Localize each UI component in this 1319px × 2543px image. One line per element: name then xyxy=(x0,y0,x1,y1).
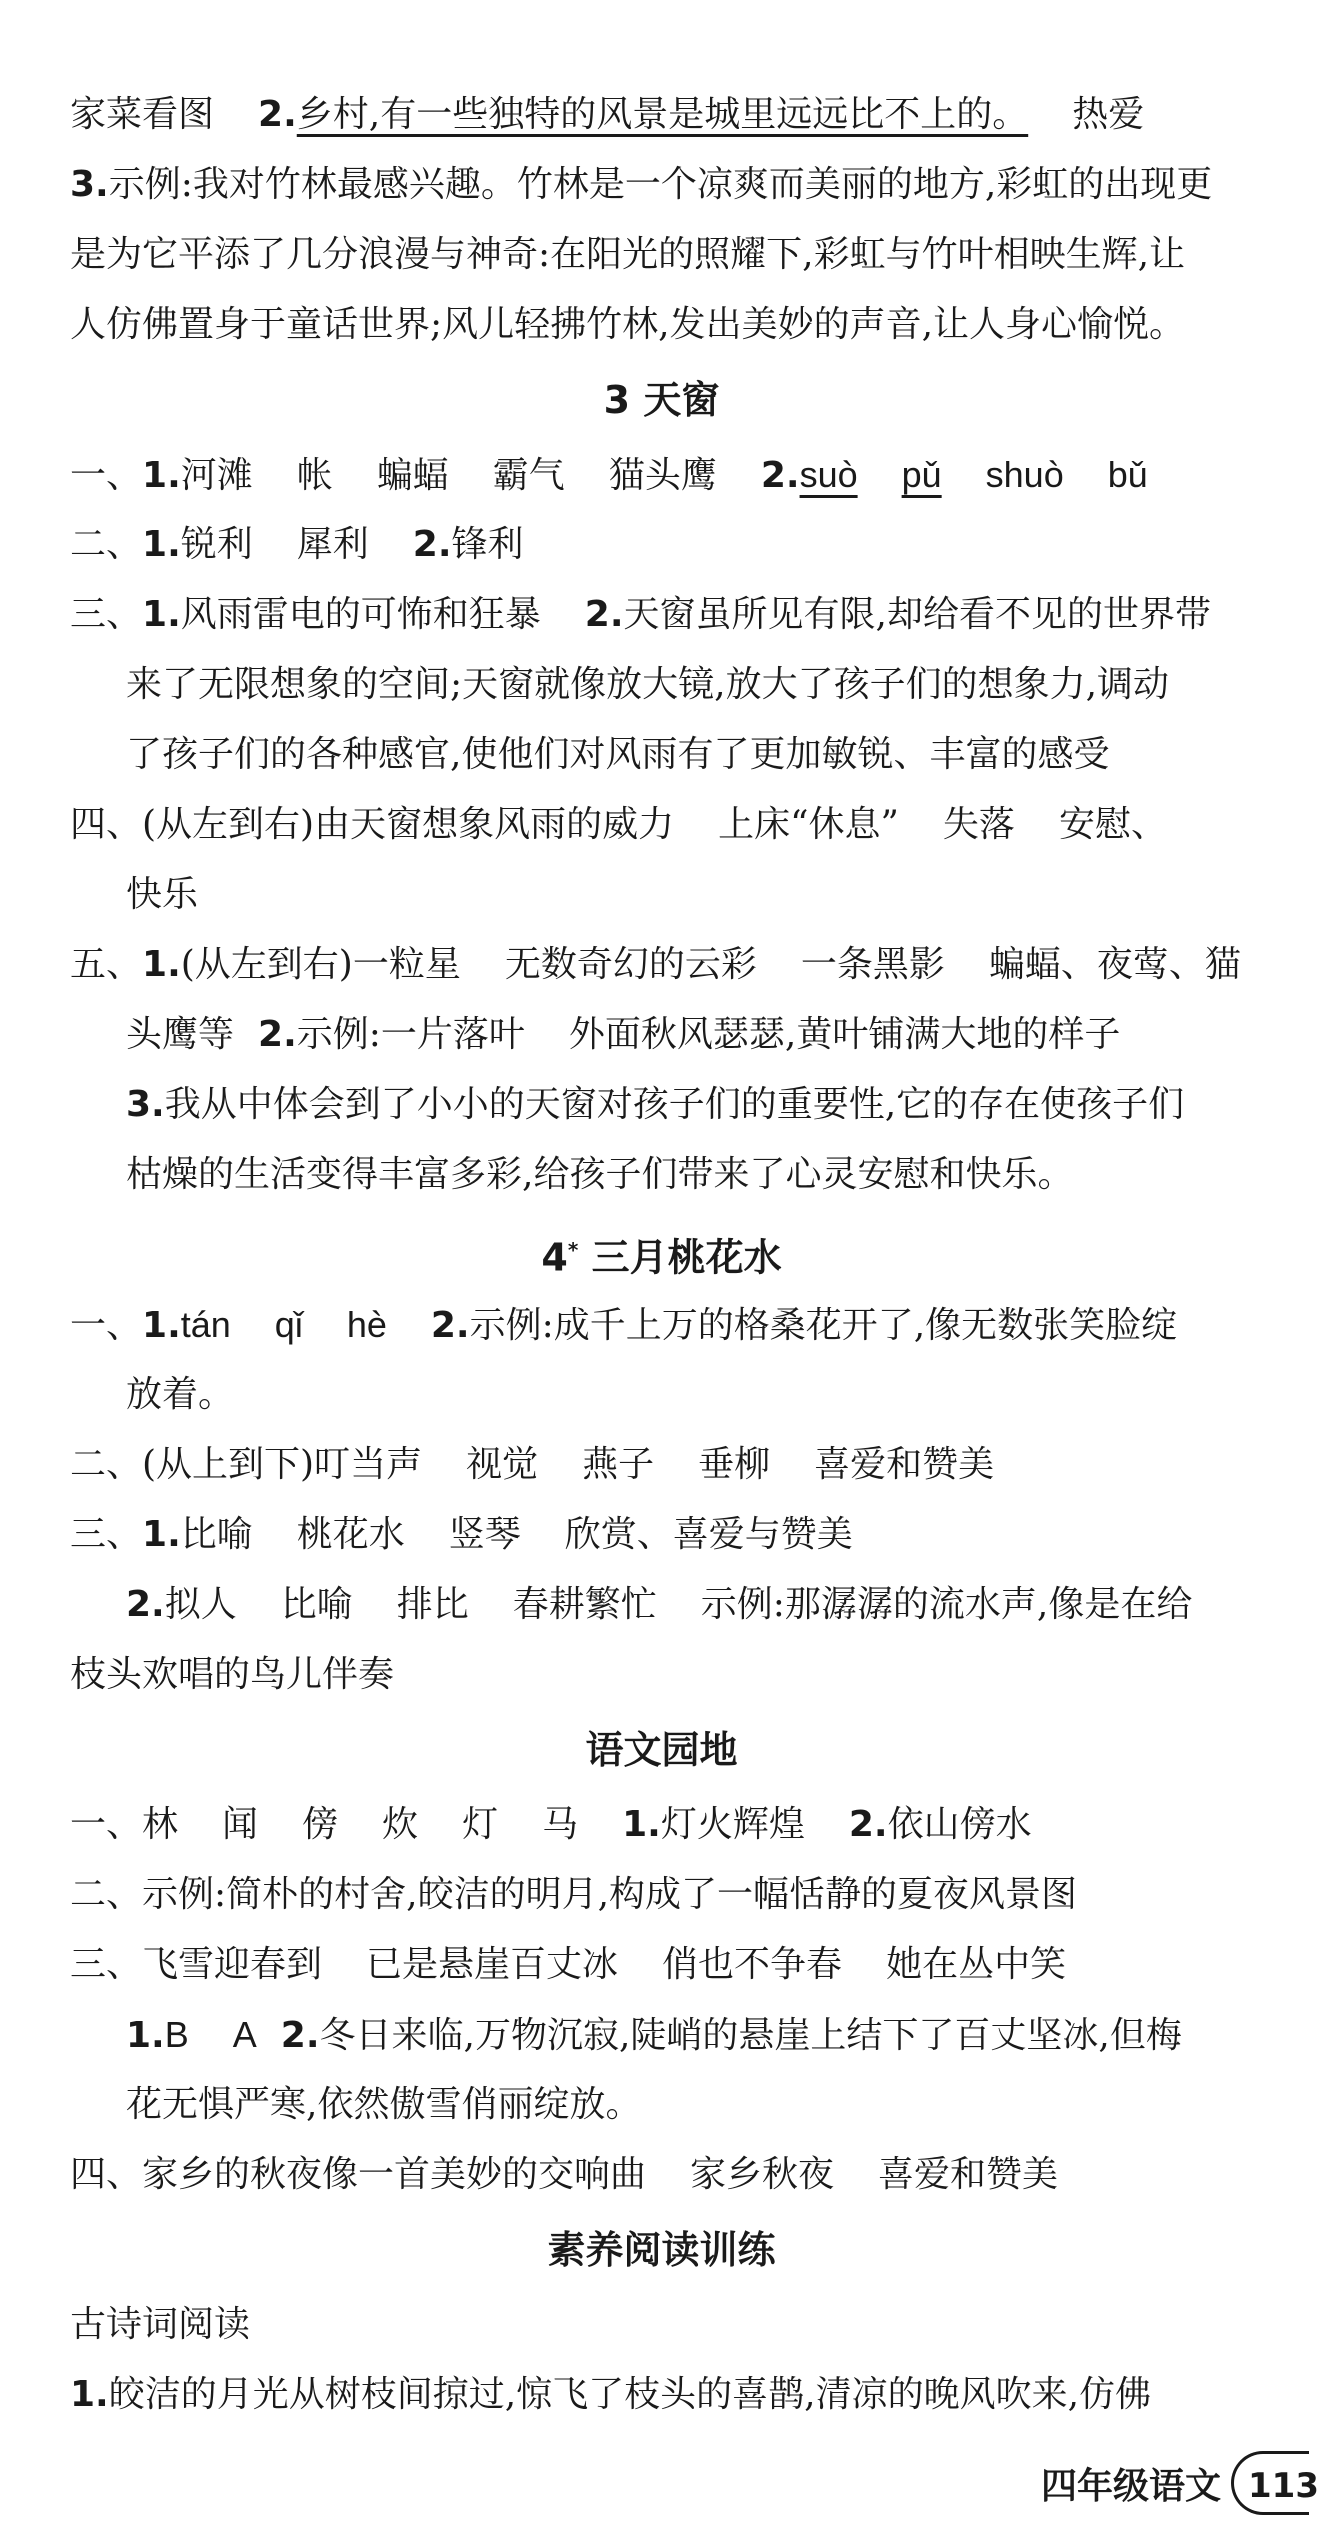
intro-line-2 xyxy=(70,150,1253,220)
question-prefix: 一、 xyxy=(70,1305,143,1346)
text: (从左到右)一粒星 xyxy=(180,944,461,985)
intro-line-3 xyxy=(70,220,1253,290)
question-prefix: 二、 xyxy=(70,524,143,565)
item-number: 2. xyxy=(584,594,624,635)
item-number: 3. xyxy=(70,164,109,205)
garden-q3-line-3: 花无惧严寒,依然傲雪俏丽绽放。 xyxy=(126,2084,642,2125)
item-number: 3. xyxy=(126,1084,165,1125)
text: 失落 xyxy=(942,804,1015,845)
item-number: 2. xyxy=(412,524,452,565)
word: 竖琴 xyxy=(448,1514,521,1555)
item-number: 2. xyxy=(280,2015,320,2056)
text: 上床“休息” xyxy=(718,804,899,845)
underlined-answer: 乡村,有一些独特的风景是城里远远比不上的。 xyxy=(296,94,1029,135)
pinyin: tán xyxy=(180,1304,231,1345)
s3-q3-line-3: 了孩子们的各种感官,使他们对风雨有了更加敏锐、丰富的感受 xyxy=(126,734,1110,775)
char: 灯 xyxy=(462,1804,499,1845)
text: 示例:一片落叶 xyxy=(296,1014,525,1055)
word: 蝙蝠 xyxy=(376,455,449,496)
text: 无数奇幻的云彩 xyxy=(504,944,757,985)
item-number: 1. xyxy=(142,1305,181,1346)
item-number: 2. xyxy=(258,94,297,135)
text: 风雨雷电的可怖和狂暴 xyxy=(180,594,541,635)
garden-q3 xyxy=(70,1930,1253,2000)
s4-q3-line-2 xyxy=(70,1570,1253,1640)
word: 比喻 xyxy=(180,1514,253,1555)
footer-grade-label: 四年级语文 xyxy=(1040,2465,1221,2507)
section-number: 4 xyxy=(541,1235,568,1280)
word: 帐 xyxy=(296,455,333,496)
word: 喜爱和赞美 xyxy=(814,1444,995,1485)
pinyin: bǔ xyxy=(1107,454,1148,495)
word: 欣赏、喜爱与赞美 xyxy=(564,1514,853,1555)
page-footer xyxy=(1040,2451,1319,2515)
text: 我从中体会到了小小的天窗对孩子们的重要性,它的存在使孩子们 xyxy=(164,1084,1185,1125)
item-number: 2. xyxy=(126,1584,165,1625)
text: 蝙蝠、夜莺、猫 xyxy=(988,944,1241,985)
item-number: 1. xyxy=(70,2374,109,2415)
text: (从左到右)由天窗想象风雨的威力 xyxy=(142,804,675,845)
text: 冬日来临,万物沉寂,陡峭的悬崖上结下了百丈坚冰,但梅 xyxy=(319,2015,1182,2056)
text: 人仿佛置身于童话世界;风儿轻拂竹林,发出美妙的声音,让人身心愉悦。 xyxy=(70,304,1186,345)
char: 林 xyxy=(142,1804,179,1845)
word: 霸气 xyxy=(492,455,565,496)
s3-q5-line-3 xyxy=(70,1070,1253,1140)
pinyin: shuò xyxy=(985,454,1064,495)
section-title-peach-water xyxy=(70,1210,1253,1290)
reading-subtitle: 古诗词阅读 xyxy=(70,2304,251,2345)
s3-q2 xyxy=(70,510,1253,580)
question-prefix: 二、 xyxy=(70,1444,143,1485)
choice-answer: B xyxy=(164,2014,189,2055)
question-prefix: 一、 xyxy=(70,455,143,496)
text: 飞雪迎春到 xyxy=(142,1944,323,1985)
s3-q3-line-2: 来了无限想象的空间;天窗就像放大镜,放大了孩子们的想象力,调动 xyxy=(126,664,1170,705)
word: 排比 xyxy=(396,1584,469,1625)
s3-q5 xyxy=(70,930,1253,1000)
text: 喜爱和赞美 xyxy=(878,2154,1059,2195)
text: (从上到下)叮当声 xyxy=(142,1444,423,1485)
char: 马 xyxy=(542,1804,579,1845)
section-title-garden: 语文园地 xyxy=(585,1728,738,1772)
item-number: 1. xyxy=(142,594,181,635)
text: 天窗虽所见有限,却给看不见的世界带 xyxy=(623,594,1211,635)
intro-line-4 xyxy=(70,290,1253,360)
s3-q4 xyxy=(70,790,1253,860)
text: 头鹰等 xyxy=(126,1014,235,1055)
garden-q4 xyxy=(70,2140,1253,2210)
s4-q1-line-2: 放着。 xyxy=(126,1374,235,1415)
question-prefix: 一、 xyxy=(70,1804,143,1845)
char: 闻 xyxy=(222,1804,259,1845)
word: 视觉 xyxy=(466,1444,539,1485)
question-prefix: 四、 xyxy=(70,804,143,845)
word: 猫头鹰 xyxy=(608,455,717,496)
s4-q3-line-3: 枝头欢唱的鸟儿伴奏 xyxy=(70,1654,395,1695)
text: 热爱 xyxy=(1072,94,1145,135)
choice-answer: A xyxy=(232,2014,257,2055)
question-prefix: 五、 xyxy=(70,944,143,985)
text: 家乡的秋夜像一首美妙的交响曲 xyxy=(142,2154,647,2195)
s3-q5-line-4: 枯燥的生活变得丰富多彩,给孩子们带来了心灵安慰和快乐。 xyxy=(126,1154,1074,1195)
question-prefix: 二、 xyxy=(70,1874,143,1915)
star-mark: * xyxy=(567,1238,579,1262)
page-number: 113 xyxy=(1231,2451,1309,2515)
item-number: 1. xyxy=(622,1804,661,1845)
text: 家菜看图 xyxy=(70,94,215,135)
text: 依山傍水 xyxy=(887,1804,1032,1845)
pinyin: suò xyxy=(799,454,858,495)
text: 示例:我对竹林最感兴趣。竹林是一个凉爽而美丽的地方,彩虹的出现更 xyxy=(108,164,1213,205)
s3-q4-line-2: 快乐 xyxy=(126,874,199,915)
item-number: 1. xyxy=(142,944,181,985)
garden-q1 xyxy=(70,1790,1253,1860)
word: 比喻 xyxy=(280,1584,353,1625)
question-prefix: 三、 xyxy=(70,594,143,635)
word: 燕子 xyxy=(582,1444,655,1485)
text: 家乡秋夜 xyxy=(690,2154,835,2195)
section-title-tianchuang: 3 天窗 xyxy=(603,378,720,422)
question-prefix: 三、 xyxy=(70,1514,143,1555)
pinyin: hè xyxy=(346,1304,387,1345)
word: 河滩 xyxy=(180,455,253,496)
item-number: 1. xyxy=(142,524,181,565)
text: 灯火辉煌 xyxy=(660,1804,805,1845)
question-prefix: 三、 xyxy=(70,1944,143,1985)
question-prefix: 四、 xyxy=(70,2154,143,2195)
item-number: 2. xyxy=(760,455,800,496)
garden-q2 xyxy=(70,1860,1253,1930)
word: 锐利 xyxy=(180,524,253,565)
text: 俏也不争春 xyxy=(662,1944,843,1985)
s3-q1 xyxy=(70,440,1253,510)
item-number: 2. xyxy=(848,1804,888,1845)
s4-q2 xyxy=(70,1430,1253,1500)
text: 示例:成千上万的格桑花开了,像无数张笑脸绽 xyxy=(469,1305,1178,1346)
word: 垂柳 xyxy=(698,1444,771,1485)
text: 示例:那潺潺的流水声,像是在给 xyxy=(700,1584,1193,1625)
word: 桃花水 xyxy=(296,1514,405,1555)
item-number: 1. xyxy=(142,1514,181,1555)
word: 拟人 xyxy=(164,1584,237,1625)
item-number: 1. xyxy=(142,455,181,496)
garden-q3-line-2 xyxy=(70,2000,1253,2070)
word: 春耕繁忙 xyxy=(512,1584,657,1625)
text: 一条黑影 xyxy=(800,944,945,985)
s4-q3 xyxy=(70,1500,1253,1570)
s4-q1 xyxy=(70,1290,1253,1360)
reading-q1 xyxy=(70,2360,1253,2430)
word: 锋利 xyxy=(451,524,524,565)
text: 已是悬崖百丈冰 xyxy=(366,1944,619,1985)
word: 犀利 xyxy=(296,524,369,565)
text: 示例:简朴的村舍,皎洁的明月,构成了一幅恬静的夏夜风景图 xyxy=(142,1874,1078,1915)
section-title-reading: 素养阅读训练 xyxy=(547,2228,776,2272)
item-number: 2. xyxy=(430,1305,470,1346)
text: 皎洁的月光从树枝间掠过,惊飞了枝头的喜鹊,清凉的晚风吹来,仿佛 xyxy=(108,2374,1152,2415)
text: 安慰、 xyxy=(1058,804,1167,845)
s3-q5-line-2 xyxy=(70,1000,1253,1070)
item-number: 1. xyxy=(126,2015,165,2056)
section-title-text: 三月桃花水 xyxy=(591,1235,782,1280)
text: 外面秋风瑟瑟,黄叶铺满大地的样子 xyxy=(568,1014,1121,1055)
pinyin: pǔ xyxy=(901,454,942,495)
char: 傍 xyxy=(302,1804,339,1845)
item-number: 2. xyxy=(258,1014,297,1055)
pinyin: qǐ xyxy=(274,1304,303,1345)
text: 她在丛中笑 xyxy=(886,1944,1067,1985)
intro-line-1 xyxy=(70,80,1253,150)
char: 炊 xyxy=(382,1804,419,1845)
s3-q3 xyxy=(70,580,1253,650)
text: 是为它平添了几分浪漫与神奇:在阳光的照耀下,彩虹与竹叶相映生辉,让 xyxy=(70,234,1186,275)
